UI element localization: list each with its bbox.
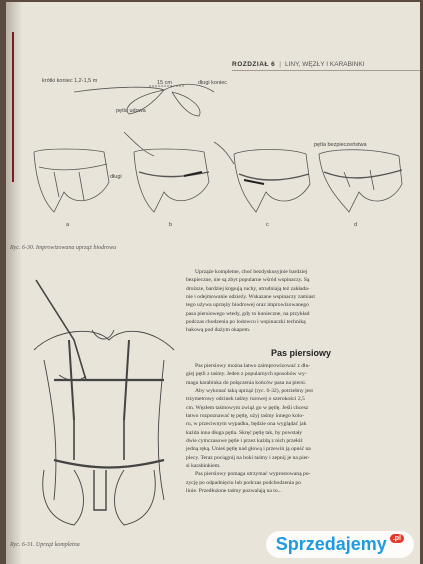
text-line: łatwo rozpoznawać tę pętlę, użyj taśmy innego kolo-	[186, 413, 305, 420]
label-short-ends: krótki koniec 1,2-1,5 m	[42, 78, 98, 84]
text-line: Pas piersiowy można łatwo zaimprowizować z dłu-	[195, 363, 311, 369]
text-line: podczas chodzenia po lodowcu i wspinaczki techniką	[186, 319, 306, 326]
book-page	[6, 2, 420, 564]
text-line: droższe, bardziej krępują ruchy, utrudniają też zakłada-	[186, 285, 310, 292]
text-line: plecy. Teraz pociągnij na boki taśmy i zepnij je na pier-	[186, 454, 310, 461]
text-line: cm. Węzłem taśmowym zwiąż go w pętlę. Jeśli chcesz	[186, 404, 309, 411]
label-a: a	[66, 222, 70, 228]
text-line: hakową pod dużym okapem.	[186, 327, 251, 334]
text-line: linie. Przedłużone taśmy pozwalają na to...	[186, 488, 282, 495]
text-line: giej pętli z taśmy. Jeden z popularnych sposobów wy-	[186, 371, 307, 378]
text-line: jedną ręką. Unieś pętlę nad głową i przewiń ją opuść na	[186, 446, 311, 453]
chapter-topic: LINY, WĘZŁY I KARABINKI	[284, 60, 365, 68]
label-c: c	[266, 222, 269, 228]
caption-bottom-figure: Ryc. 6-31. Uprząż kompletna	[10, 542, 80, 548]
paragraph-chest-harness	[186, 362, 398, 496]
full-harness-illustration	[14, 270, 182, 540]
text-line: dwie cymczasowe pętle i przez każdą z nich przełóż	[186, 438, 303, 445]
watermark-suffix: .pl	[390, 534, 404, 543]
running-header	[232, 58, 420, 71]
label-long: długi	[110, 174, 122, 180]
label-long-end: długi koniec	[198, 80, 228, 86]
label-d: d	[354, 222, 358, 228]
text-line: każda inna długa pętla. Skręć pętlę tak, by powstały	[186, 429, 303, 436]
text-line: ru, w przeciwnym wypadku, będzie ona wyglądać jak	[186, 421, 307, 428]
figure-improvised-harness	[14, 72, 414, 252]
text-line: pasa piersiowego wtedy, gdy to konieczne, na przykład	[186, 310, 310, 317]
text-line: bezpieczne, nie są zbyt popularne wśród wspinaczy. Są	[186, 277, 310, 284]
watermark-brand: Sprzedajemy	[275, 534, 387, 554]
label-waist-loop: pętla udowa	[116, 108, 146, 114]
text-line: trzymetrowy odcinek taśmy rurowej o szerokości 2,5	[186, 396, 305, 403]
label-distance: 15 cm	[157, 80, 172, 86]
section-title: Pas piersiowy	[270, 348, 332, 358]
watermark-logo	[266, 531, 414, 558]
label-safety-loop: pętla bezpieczeństwa	[314, 142, 367, 148]
text-line: nie i odejmowanie odzieży. Wskazane wspinaczy zamiast	[186, 294, 315, 301]
text-line: tego używa uprzęży biodrowej oraz improwizowanego	[186, 302, 309, 309]
text-line: Uprząże kompletne, choć bezdyskusyjnie bardziej	[195, 269, 308, 275]
chapter-label: ROZDZIAŁ 6	[232, 60, 276, 68]
text-line: Aby wykonać taką uprząż (ryc. 6-32), potrzebny jest	[195, 388, 313, 395]
text-line: maga karabinka do połączenia końców pasa na piersi.	[186, 379, 307, 386]
text-line: si karabinkiem.	[186, 463, 221, 470]
text-line: zycję po odpadnięciu lub podczas podchodzenia po	[186, 479, 301, 486]
label-b: b	[169, 222, 173, 228]
header-separator: |	[279, 60, 281, 68]
caption-top-figure: Ryc. 6-30. Improwizowana uprząż biodrowa	[10, 245, 117, 251]
figure-full-harness	[14, 270, 182, 540]
text-line: Pas piersiowy pomaga utrzymać wyprostowaną po-	[195, 471, 311, 478]
paragraph-intro	[186, 268, 398, 335]
